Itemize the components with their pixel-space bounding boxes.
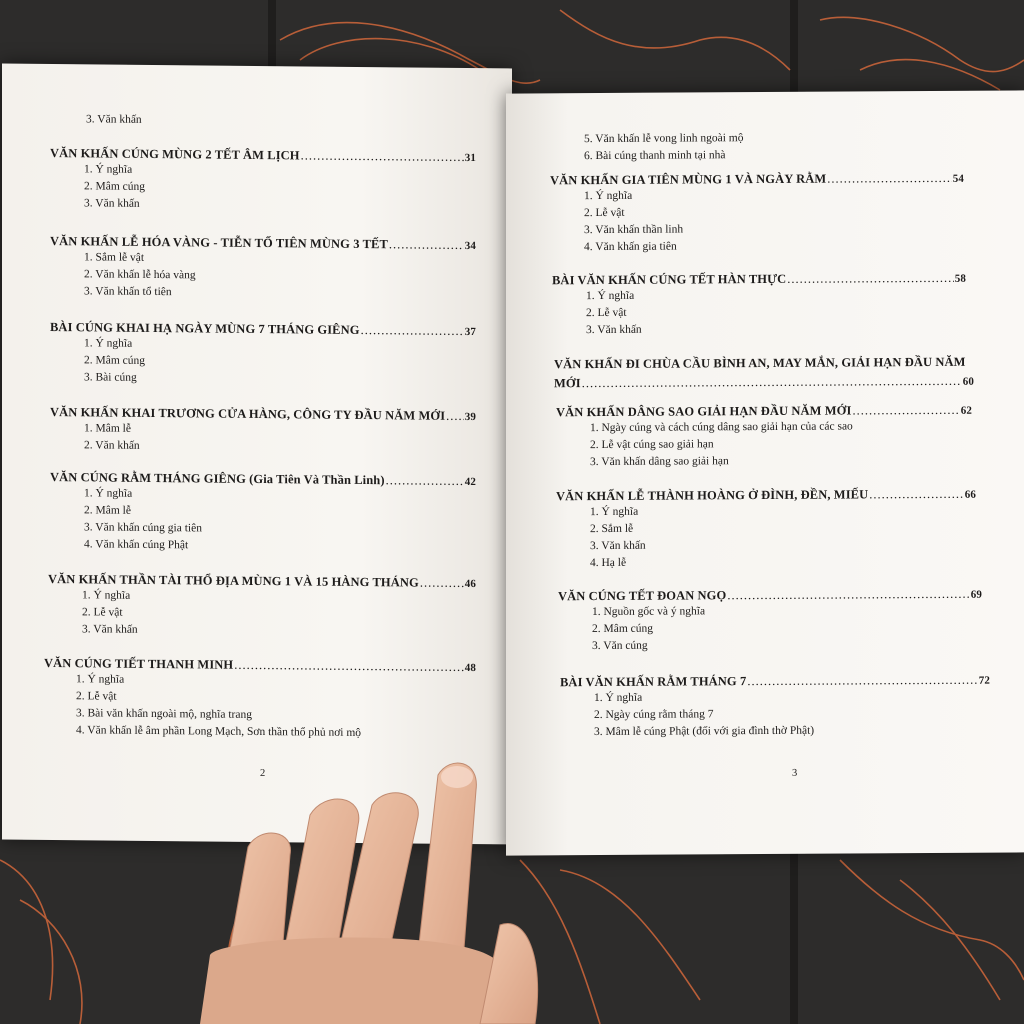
list-item: 1. Ý nghĩa xyxy=(84,163,133,176)
list-item: 1. Ý nghĩa xyxy=(76,673,125,686)
list-item: 4. Văn khấn cúng Phật xyxy=(84,538,189,552)
list-item: 2. Lễ vật cúng sao giải hạn xyxy=(590,438,714,452)
toc-entry-title: BÀI CÚNG KHAI HẠ NGÀY MÙNG 7 THÁNG GIÊNG ..... 37 xyxy=(50,320,476,339)
list-item: 2. Sắm lễ xyxy=(590,522,634,536)
toc-page-number: 31 xyxy=(464,151,476,165)
toc-page-number: 58 xyxy=(954,272,966,285)
list-item: 3. Văn cúng xyxy=(592,639,648,653)
toc-entry xyxy=(50,405,476,458)
right-page xyxy=(506,90,1024,855)
toc-entry-title: VĂN CÚNG TẾT ĐOAN NGỌ ..... 69 xyxy=(558,587,982,605)
toc-entry-title: VĂN KHẤN LỄ HÓA VÀNG - TIỄN TỔ TIÊN MÙNG 3 TẾT ..... 34 xyxy=(50,234,476,253)
list-item: 3. Văn khấn xyxy=(82,623,138,636)
toc-entry xyxy=(50,146,476,216)
toc-page-number: 72 xyxy=(978,674,990,687)
list-item: 1. Ý nghĩa xyxy=(82,589,131,602)
hand-image xyxy=(200,755,560,1024)
toc-page-number: 66 xyxy=(964,488,976,501)
toc-page-number: 62 xyxy=(960,404,972,417)
toc-page-number: 46 xyxy=(464,577,476,591)
list-item: 3. Văn khấn tổ tiên xyxy=(84,285,172,299)
toc-entry xyxy=(554,353,974,395)
toc-entry xyxy=(556,487,976,573)
toc-page-number: 54 xyxy=(952,172,964,185)
toc-entry xyxy=(50,234,476,304)
list-item: 3. Văn khấn xyxy=(586,323,642,337)
toc-page-number: 39 xyxy=(464,410,476,424)
list-item: 1. Ý nghĩa xyxy=(586,289,635,303)
list-item: 3. Văn khấn xyxy=(86,113,142,126)
toc-entry-title: VĂN KHẤN LỄ THÀNH HOÀNG Ở ĐÌNH, ĐỀN, MIẾU ..... 66 xyxy=(556,487,976,505)
toc-entry xyxy=(558,587,982,656)
list-item: 2. Mâm lễ xyxy=(84,504,131,517)
toc-page-number: 69 xyxy=(970,588,982,601)
toc-entry-title: VĂN CÚNG TIẾT THANH MINH ..... 48 xyxy=(44,656,476,675)
toc-entry-title: VĂN KHẤN KHAI TRƯƠNG CỬA HÀNG, CÔNG TY ĐẦU NĂM MỚI ..... 39 xyxy=(50,405,476,424)
toc-entry xyxy=(50,470,476,557)
page-number: 2 xyxy=(260,768,266,780)
list-item: 3. Văn khấn xyxy=(590,539,646,553)
list-item: 3. Văn khấn cúng gia tiên xyxy=(84,521,202,535)
toc-page-number: 37 xyxy=(464,325,476,339)
list-item: 3. Văn khấn xyxy=(84,197,140,210)
list-item: 2. Văn khấn xyxy=(84,439,140,452)
list-item: 1. Ngày cúng và cách cúng dâng sao giải hạn của các sao xyxy=(590,420,853,435)
toc-entry xyxy=(560,673,990,742)
list-item: 2. Mâm cúng xyxy=(592,622,654,636)
list-item: 1. Ý nghĩa xyxy=(594,691,643,705)
toc-entry-title: VĂN KHẤN GIA TIÊN MÙNG 1 VÀ NGÀY RẰM ..... 54 xyxy=(550,171,964,189)
list-item: 1. Ý nghĩa xyxy=(590,505,639,519)
toc-entry-title: BÀI VĂN KHẤN RẰM THÁNG 7 ..... 72 xyxy=(560,673,990,691)
toc-entry-title: VĂN KHẤN THẦN TÀI THỔ ĐỊA MÙNG 1 VÀ 15 HÀNG THÁNG ..... 46 xyxy=(48,572,476,591)
list-item: 2. Mâm cúng xyxy=(84,354,146,367)
toc-entry-title: VĂN CÚNG RẰM THÁNG GIÊNG (Gia Tiên Và Thần Linh) ..... 42 xyxy=(50,470,476,489)
list-item: 3. Bài cúng xyxy=(84,371,137,384)
toc-entry-title: BÀI VĂN KHẤN CÚNG TẾT HÀN THỰC ..... 58 xyxy=(552,271,966,289)
toc-page-number: 34 xyxy=(464,239,476,253)
list-item: 3. Bài văn khấn ngoài mộ, nghĩa trang xyxy=(76,707,252,721)
toc-entry xyxy=(552,271,966,340)
toc-entry xyxy=(44,656,476,743)
toc-entry xyxy=(556,403,972,472)
list-item: 6. Bài cúng thanh minh tại nhà xyxy=(584,149,726,163)
list-item: 2. Ngày cúng rằm tháng 7 xyxy=(594,708,714,722)
list-item: 2. Văn khấn lễ hóa vàng xyxy=(84,268,196,282)
list-item: 3. Văn khấn thần linh xyxy=(584,223,684,237)
toc-page-number: 48 xyxy=(464,661,476,675)
list-item: 2. Mâm cúng xyxy=(84,180,146,193)
list-item: 2. Lễ vật xyxy=(76,690,117,703)
list-item: 1. Sắm lễ vật xyxy=(84,251,145,264)
list-item: 4. Văn khấn lễ âm phần Long Mạch, Sơn thần thổ phủ nơi mộ xyxy=(76,724,362,739)
list-item: 1. Ý nghĩa xyxy=(84,487,133,500)
list-item: 3. Mâm lễ cúng Phật (đối với gia đình thờ Phật) xyxy=(594,724,815,739)
toc-page-number: 60 xyxy=(962,375,974,388)
list-item: 1. Mâm lễ xyxy=(84,422,131,435)
list-item: 2. Lễ vật xyxy=(586,306,627,320)
toc-page-number: 42 xyxy=(464,475,476,489)
toc-entry-title: VĂN KHẤN ĐI CHÙA CẦU BÌNH AN, MAY MẮN, GIẢI HẠN ĐẦU NĂM MỚI ..... 60 xyxy=(554,353,974,395)
toc-entry xyxy=(550,171,964,257)
left-page xyxy=(2,64,512,845)
list-item: 2. Lễ vật xyxy=(82,606,123,619)
list-item: 5. Văn khấn lễ vong linh ngoài mộ xyxy=(584,132,744,146)
toc-entry xyxy=(50,320,476,390)
list-item: 1. Nguồn gốc và ý nghĩa xyxy=(592,605,706,619)
list-item: 1. Ý nghĩa xyxy=(84,337,133,350)
list-item: 1. Ý nghĩa xyxy=(584,189,633,203)
list-item: 4. Văn khấn gia tiên xyxy=(584,240,677,254)
toc-entry xyxy=(48,572,476,642)
toc-entry-title: VĂN KHẤN CÚNG MÙNG 2 TẾT ÂM LỊCH ..... 31 xyxy=(50,146,476,165)
page-number: 3 xyxy=(792,767,798,779)
list-item: 3. Văn khấn dâng sao giải hạn xyxy=(590,455,729,469)
toc-entry-title: VĂN KHẤN DÂNG SAO GIẢI HẠN ĐẦU NĂM MỚI ..... 62 xyxy=(556,403,972,421)
list-item: 2. Lễ vật xyxy=(584,206,625,220)
list-item: 4. Hạ lễ xyxy=(590,556,627,570)
